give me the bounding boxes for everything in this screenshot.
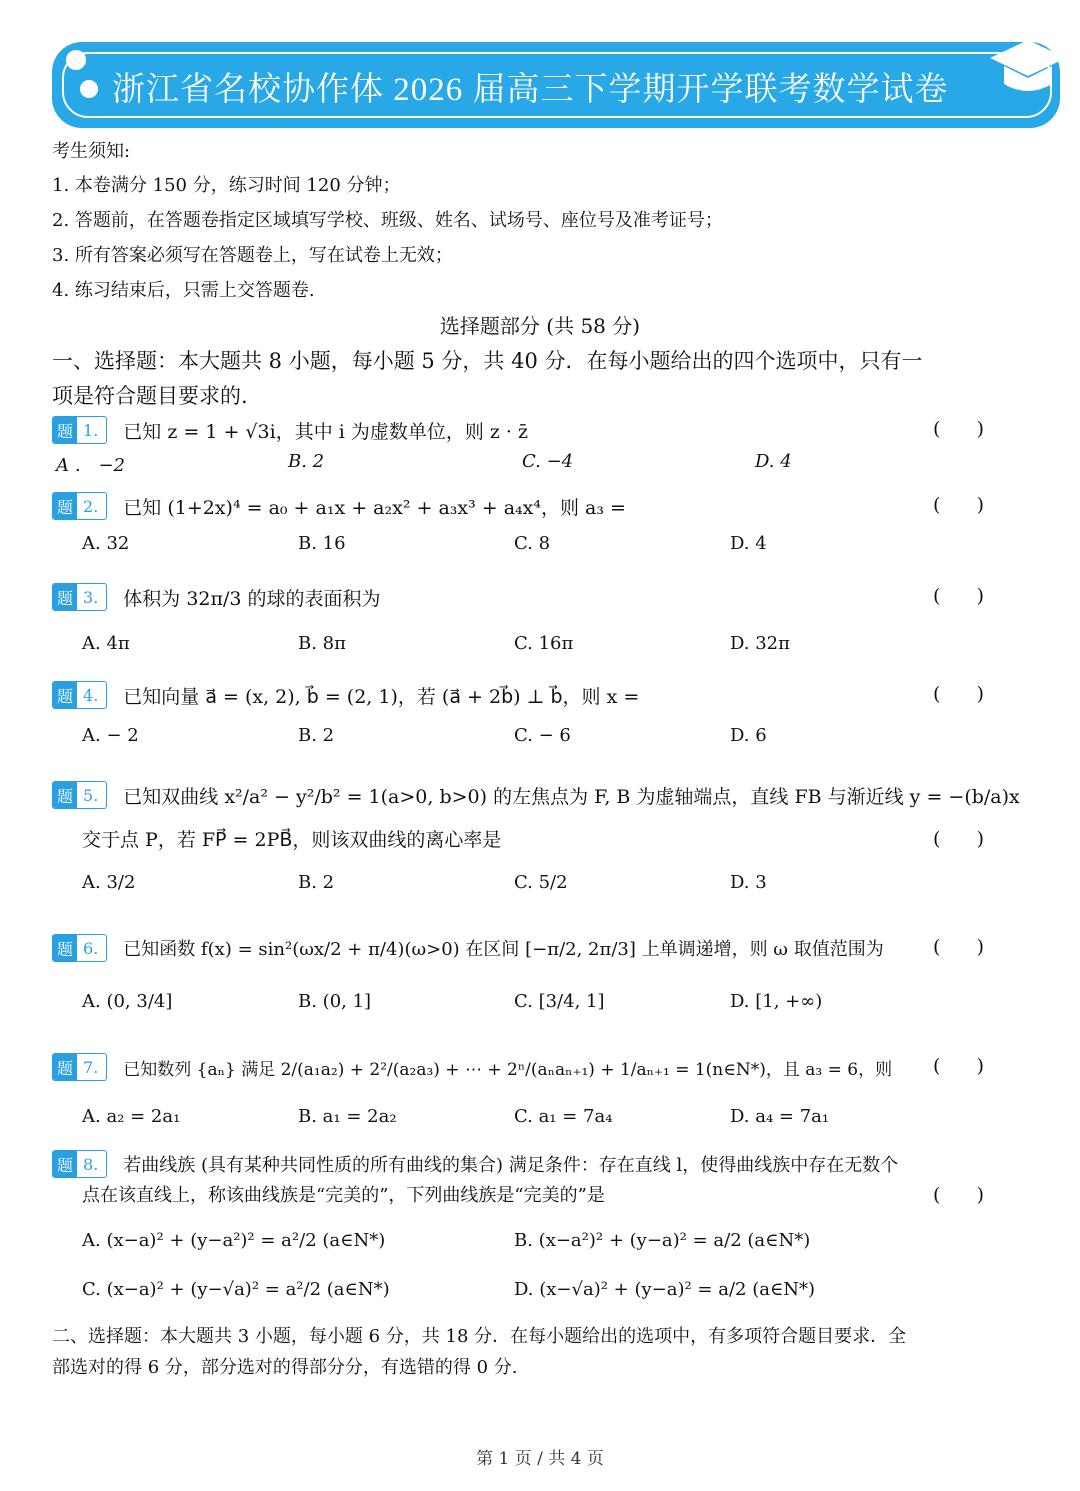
answer-paren: ( ) [932, 585, 984, 607]
option-d[interactable]: D. (x−√a)² + (y−a)² = a/2 (a∈N*) [514, 1279, 816, 1300]
answer-paren: ( ) [932, 828, 984, 850]
banner-dot [80, 80, 98, 98]
question-text: 已知双曲线 x²/a² − y²/b² = 1(a>0, b>0) 的左焦点为 F, B 为虚轴端点，直线 FB 与渐近线 y = −(b/a)x [123, 785, 1020, 808]
option-c[interactable]: C. −4 [522, 451, 574, 472]
option-b[interactable]: B. 8π [298, 633, 346, 654]
option-b[interactable]: B. 2 [298, 725, 335, 746]
option-b[interactable]: B. a₁ = 2a₂ [298, 1106, 397, 1127]
option-a[interactable]: A ． −2 [56, 455, 125, 476]
option-d[interactable]: D. [1, +∞) [730, 991, 823, 1012]
answer-paren: ( ) [932, 418, 984, 440]
option-c[interactable]: C. a₁ = 7a₄ [514, 1106, 613, 1127]
question-3 [52, 581, 381, 613]
option-c[interactable]: C. (x−a)² + (y−√a)² = a²/2 (a∈N*) [82, 1279, 390, 1300]
exam-title: 浙江省名校协作体 2026 届高三下学期开学联考数学试卷 [112, 72, 949, 108]
question-5 [52, 779, 1020, 811]
question-badge: 题 3. [52, 583, 107, 611]
option-c[interactable]: C. [3/4, 1] [514, 991, 605, 1012]
question-badge: 题 6. [52, 934, 107, 962]
option-a[interactable]: A. a₂ = 2a₁ [82, 1106, 181, 1127]
section-title: 选择题部分 (共 58 分) [439, 314, 641, 338]
question-text: 已知 (1+2x)⁴ = a₀ + a₁x + a₂x² + a₃x³ + a₄x⁴，则 a₃ = [123, 496, 626, 519]
question-text: 已知 z = 1 + √3i，其中 i 为虚数单位，则 z · z̄ [123, 420, 529, 443]
notice-item: 3. 所有答案必须写在答题卷上，写在试卷上无效； [52, 245, 453, 266]
option-a[interactable]: A. − 2 [82, 725, 139, 746]
option-d[interactable]: D. 4 [730, 533, 767, 554]
question-1 [52, 414, 528, 446]
option-d[interactable]: D. a₄ = 7a₁ [730, 1106, 830, 1127]
option-a[interactable]: A. 32 [82, 533, 130, 554]
option-c[interactable]: C. − 6 [514, 725, 571, 746]
question-2 [52, 490, 626, 522]
option-a[interactable]: A. 4π [82, 633, 130, 654]
question-badge: 题 5. [52, 781, 107, 809]
option-d[interactable]: D. 4 [755, 451, 792, 472]
notice-item: 1. 本卷满分 150 分，练习时间 120 分钟； [52, 175, 401, 196]
page-number: 第 1 页 / 共 4 页 [476, 1449, 604, 1469]
answer-paren: ( ) [932, 1184, 984, 1206]
option-a[interactable]: A. (0, 3/4] [82, 991, 173, 1012]
question-text-cont: 点在该直线上，称该曲线族是“完美的”，下列曲线族是“完美的”是 [82, 1185, 605, 1206]
notice-item: 2. 答题前，在答题卷指定区域填写学校、班级、姓名、试场号、座位号及准考证号； [52, 210, 723, 231]
question-text: 体积为 32π/3 的球的表面积为 [123, 587, 381, 610]
question-badge: 题 8. [52, 1150, 107, 1178]
section2-intro: 二、选择题：本大题共 3 小题，每小题 6 分，共 18 分．在每小题给出的选项中，有多项符合题目要求．全 [52, 1326, 907, 1347]
question-badge: 题 2. [52, 492, 107, 520]
option-b[interactable]: B. 2 [288, 451, 325, 472]
notice-heading: 考生须知: [52, 141, 131, 162]
option-a[interactable]: A. (x−a)² + (y−a²)² = a²/2 (a∈N*) [82, 1230, 386, 1251]
question-text: 已知数列 {aₙ} 满足 2/(a₁a₂) + 2²/(a₂a₃) + ⋯ + 2ⁿ/(aₙaₙ₊₁) + 1/aₙ₊₁ = 1(n∈N*)，且 a₃ = 6，则 [123, 1059, 893, 1080]
answer-paren: ( ) [932, 936, 984, 958]
answer-paren: ( ) [932, 683, 984, 705]
question-4 [52, 679, 639, 711]
question-badge: 题 1. [52, 416, 107, 444]
option-b[interactable]: B. 16 [298, 533, 346, 554]
answer-paren: ( ) [932, 1055, 984, 1077]
section-intro: 一、选择题：本大题共 8 小题，每小题 5 分，共 40 分．在每小题给出的四个选项中，只有一 [52, 349, 923, 373]
question-7 [52, 1051, 892, 1083]
option-d[interactable]: D. 32π [730, 633, 790, 654]
question-text: 若曲线族 (具有某种共同性质的所有曲线的集合) 满足条件：存在直线 l，使得曲线族中存在无数个 [123, 1155, 899, 1176]
option-d[interactable]: D. 3 [730, 872, 767, 893]
question-badge: 题 4. [52, 681, 107, 709]
graduation-cap-icon [986, 36, 1070, 106]
option-c[interactable]: C. 5/2 [514, 872, 568, 893]
answer-paren: ( ) [932, 494, 984, 516]
question-text: 已知函数 f(x) = sin²(ωx/2 + π/4)(ω>0) 在区间 [−π/2, 2π/3] 上单调递增，则 ω 取值范围为 [123, 939, 884, 960]
question-6 [52, 932, 884, 964]
section-intro-cont: 项是符合题目要求的. [52, 384, 248, 408]
question-8 [52, 1148, 898, 1180]
option-b[interactable]: B. 2 [298, 872, 335, 893]
banner-dot-top [66, 50, 86, 70]
option-c[interactable]: C. 16π [514, 633, 574, 654]
question-badge: 题 7. [52, 1053, 107, 1081]
notice-item: 4. 练习结束后，只需上交答题卷. [52, 280, 315, 301]
question-text-cont: 交于点 P，若 FP⃗ = 2PB⃗，则该双曲线的离心率是 [82, 829, 502, 851]
option-b[interactable]: B. (x−a²)² + (y−a)² = a/2 (a∈N*) [514, 1230, 811, 1251]
option-a[interactable]: A. 3/2 [82, 872, 136, 893]
option-c[interactable]: C. 8 [514, 533, 551, 554]
option-d[interactable]: D. 6 [730, 725, 767, 746]
option-b[interactable]: B. (0, 1] [298, 991, 372, 1012]
section2-intro-cont: 部选对的得 6 分，部分选对的得部分分，有选错的得 0 分. [52, 1357, 518, 1378]
question-text: 已知向量 a⃗ = (x, 2), b⃗ = (2, 1)，若 (a⃗ + 2b⃗) ⊥ b⃗，则 x = [123, 685, 640, 708]
